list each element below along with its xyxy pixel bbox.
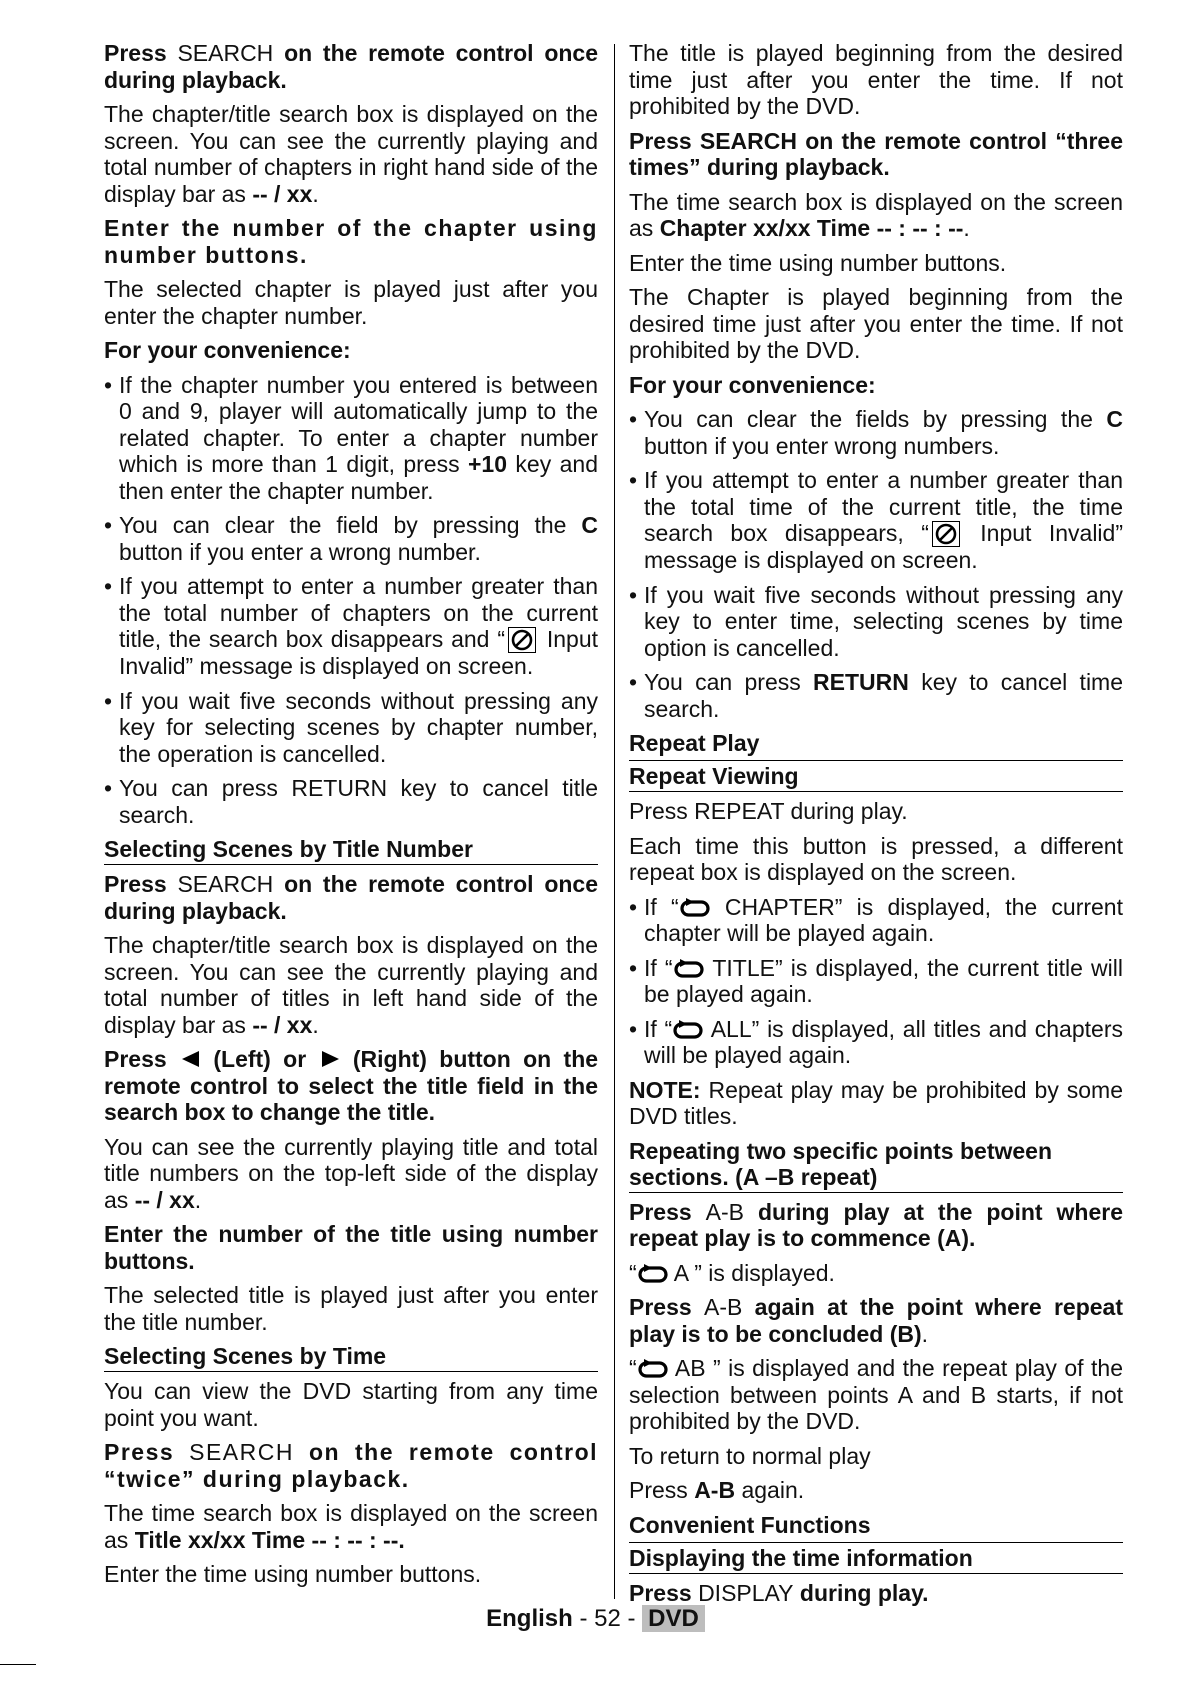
- paragraph-press-repeat: Press REPEAT during play.: [629, 798, 908, 824]
- note: NOTE: Repeat play may be prohibited by some DVD titles.: [629, 1076, 1123, 1129]
- instruction-enter-chapter: Enter the number of the chapter using number buttons.: [104, 215, 598, 268]
- repeat-icon: [637, 1359, 669, 1379]
- list-item: • You can press RETURN key to cancel title search.: [104, 775, 598, 828]
- paragraph-chapter-played: The selected chapter is played just after you enter the chapter number.: [104, 276, 598, 329]
- no-entry-icon: [932, 521, 960, 547]
- list-item: • If “ ALL” is displayed, all titles and chapters will be played again.: [629, 1016, 1123, 1069]
- section-heading-ab-repeat: Repeating two specific points between sections. (A –B repeat): [629, 1138, 1123, 1193]
- instruction-ab-commence: Press A-B during play at the point where repeat play is to commence (A).: [629, 1198, 1124, 1251]
- list-item: • If “ CHAPTER” is displayed, the current chapter will be played again.: [629, 894, 1123, 947]
- page-footer: [0, 1604, 1191, 1634]
- left-arrow-icon: [179, 1049, 201, 1069]
- repeat-icon: [637, 1264, 669, 1284]
- repeat-list: [629, 894, 1123, 1069]
- no-entry-icon: [508, 627, 536, 653]
- instruction-search-once: Press SEARCH on the remote control once during playback.: [104, 40, 599, 93]
- repeat-icon: [673, 959, 705, 979]
- list-item: • If “ TITLE” is displayed, the current title will be played again.: [629, 955, 1123, 1008]
- section-heading-repeat-viewing: Repeat Viewing: [629, 760, 1123, 792]
- paragraph-title-played-time: The title is played beginning from the desired time just after you enter the time. If not prohibited by the DVD.: [629, 40, 1123, 119]
- right-arrow-icon: [319, 1049, 341, 1069]
- instruction-enter-title: Enter the number of the title using number buttons.: [104, 1221, 598, 1274]
- section-heading-repeat-play: Repeat Play: [629, 730, 760, 756]
- instruction-ab-conclude: Press A-B again at the point where repeat play is to be concluded (B).: [629, 1294, 1124, 1347]
- convenience-heading: For your convenience:: [104, 337, 351, 363]
- repeat-icon: [672, 1020, 704, 1040]
- paragraph-time-search-chapter: The time search box is displayed on the screen as Chapter xx/xx Time -- : -- : --.: [629, 188, 1123, 241]
- corner-mark: [0, 1664, 36, 1665]
- paragraph-enter-time: Enter the time using number buttons.: [629, 249, 1007, 276]
- section-badge: DVD: [642, 1605, 705, 1632]
- instruction-search-once: Press SEARCH on the remote control once during playback.: [104, 871, 599, 924]
- section-heading-convenient: Convenient Functions: [629, 1511, 871, 1538]
- list-item: • You can clear the fields by pressing the C button if you enter wrong numbers.: [629, 406, 1123, 459]
- list-item: • You can clear the field by pressing the C button if you enter a wrong number.: [104, 512, 598, 565]
- paragraph-enter-time: Enter the time using number buttons.: [104, 1561, 482, 1587]
- instruction-search-twice: Press SEARCH on the remote control “twice” during playback.: [104, 1439, 599, 1492]
- paragraph-chapter-search-box: The chapter/title search box is displayed on the screen. You can see the currently playing and total number of chapters in right hand side of the display bar as -- / xx.: [104, 101, 598, 207]
- convenience-list: [629, 406, 1123, 722]
- paragraph-a-displayed: “ A ” is displayed.: [629, 1259, 835, 1286]
- list-item: • If you wait five seconds without pressing any key for selecting scenes by chapter number, the operation is cancelled.: [104, 688, 598, 768]
- paragraph-view-any-time: You can view the DVD starting from any time point you want.: [104, 1378, 598, 1431]
- paragraph-title-search-box: The chapter/title search box is displayed on the screen. You can see the currently playing and total number of titles in left hand side of the display bar as -- / xx.: [104, 932, 598, 1038]
- list-item: • If the chapter number you entered is between 0 and 9, player will automatically jump to the related chapter. To enter a chapter number which is more than 1 digit, press +10 key and then enter the chapter number.: [104, 372, 598, 505]
- instruction-left-right: Press (Left) or (Right) button on the remote control to select the title field in the search box to change the title.: [104, 1046, 599, 1125]
- list-item: • If you attempt to enter a number greater than the total number of chapters on the current title, the search box disappears and “ Input Invalid” message is displayed on screen.: [104, 573, 598, 680]
- list-item: • If you wait five seconds without pressing any key to enter time, selecting scenes by time option is cancelled.: [629, 582, 1123, 662]
- paragraph-title-numbers: You can see the currently playing title and total title numbers on the top-left side of the display as -- / xx.: [104, 1133, 598, 1213]
- convenience-list: [104, 372, 598, 829]
- list-item: • If you attempt to enter a number greater than the total time of the current title, the time search box disappears, “ Input Invalid” message is displayed on screen.: [629, 467, 1123, 574]
- footer-language: English: [486, 1605, 573, 1632]
- list-item: • You can press RETURN key to cancel time search.: [629, 669, 1123, 722]
- convenience-heading: For your convenience:: [629, 371, 876, 398]
- page-number: - 52 -: [572, 1605, 643, 1632]
- left-column: [104, 40, 598, 1596]
- paragraph-repeat-box: Each time this button is pressed, a different repeat box is displayed on the screen.: [629, 832, 1123, 885]
- section-heading-time: Selecting Scenes by Time: [104, 1343, 598, 1372]
- paragraph-time-search-box: The time search box is displayed on the screen as Title xx/xx Time -- : -- : --.: [104, 1500, 598, 1553]
- right-column: [629, 40, 1123, 1614]
- instruction-search-three-times: Press SEARCH on the remote control “three times” during playback.: [629, 127, 1123, 180]
- paragraph-return-normal: To return to normal play: [629, 1442, 871, 1469]
- section-heading-time-info: Displaying the time information: [629, 1542, 1123, 1574]
- column-divider: [614, 44, 615, 1599]
- repeat-icon: [679, 898, 711, 918]
- paragraph-chapter-played-time: The Chapter is played beginning from the desired time just after you enter the time. If not prohibited by the DVD.: [629, 284, 1123, 363]
- paragraph-press-ab: Press A-B again.: [629, 1477, 805, 1503]
- paragraph-title-played: The selected title is played just after you enter the title number.: [104, 1282, 598, 1335]
- section-heading-title-number: Selecting Scenes by Title Number: [104, 836, 598, 865]
- instruction-press-display: Press DISPLAY during play.: [629, 1579, 929, 1606]
- paragraph-ab-displayed: “ AB ” is displayed and the repeat play of the selection between points A and B starts, if not prohibited by the DVD.: [629, 1355, 1123, 1434]
